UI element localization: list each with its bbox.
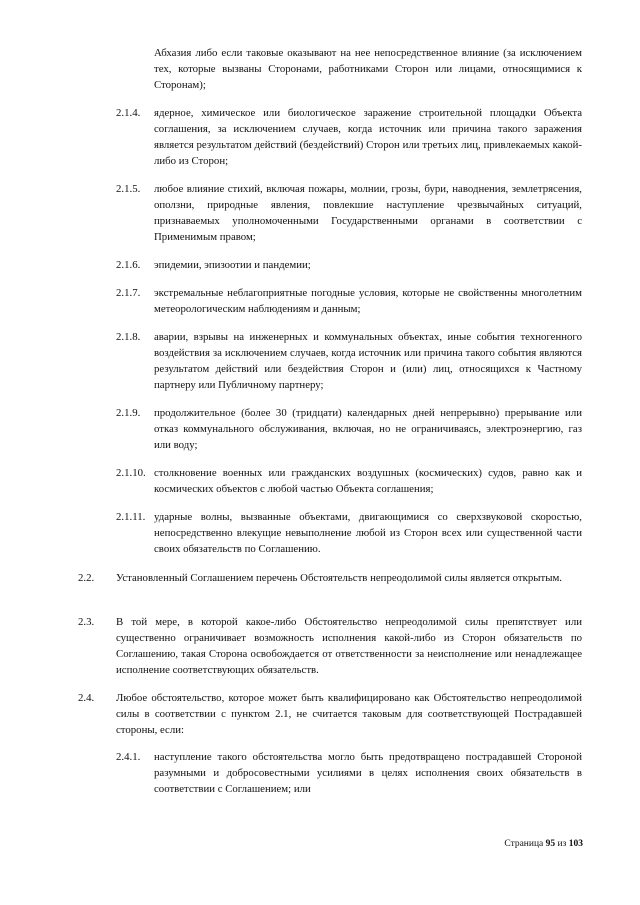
clause-text: продолжительное (более 30 (тридцати) календарных дней непрерывно) прерывание или отказ коммунального обслуживания, включая, но не ограничиваясь, электроэнергию, газ или воду; <box>154 407 582 451</box>
clause-number: 2.1.9. <box>116 407 141 419</box>
clause-2-4-1 <box>116 749 582 797</box>
clause-text: экстремальные неблагоприятные погодные условия, которые не свойственны многолетним метеорологическим наблюдениям и данным; <box>154 287 582 315</box>
clause-text: аварии, взрывы на инженерных и коммунальных объектах, иные события техногенного воздействия за исключением случаев, когда источник или причина такого события являются результатом действий или бездействия Сторон и (или) лиц, относящихся к Частному партнеру или Публичному партнеру; <box>154 331 582 391</box>
clause-2-3 <box>78 614 582 678</box>
clause-text: Абхазия либо если таковые оказывают на нее непосредственное влияние (за исключением тех, которые вызваны Сторонами, работниками Сторон или лицами, относящимися к Сторонам); <box>154 47 582 91</box>
page-number: 95 <box>545 839 556 849</box>
clause-number: 2.1.8. <box>116 331 141 343</box>
clause-text: наступление такого обстоятельства могло быть предотвращено пострадавшей Стороной разумными и добросовестными усилиями в целях исполнения своих обязательств в соответствии с Соглашением; или <box>154 751 582 795</box>
clause-text: В той мере, в которой какое-либо Обстоятельство непреодолимой силы препятствует или существенно ограничивает возможность исполнения какой-либо из Сторон обязательств по Соглашению, такая Сторона освобождается от ответственности за неисполнение или ненадлежащее исполнение соответствующих обязательств. <box>116 616 582 676</box>
clause-2-2 <box>78 570 582 586</box>
clause-2-1-5 <box>116 181 582 245</box>
clause-2-1-8 <box>116 329 582 393</box>
clause-2-1-6 <box>116 257 582 273</box>
clause-2-1-11 <box>116 509 582 557</box>
clause-2-1-9 <box>116 405 582 453</box>
page-footer <box>504 839 583 849</box>
clause-text: ударные волны, вызванные объектами, двигающимися со сверхзвуковой скоростью, непосредственно влекущие невыполнение любой из Сторон всех или существенной части своих обязательств по Соглашению. <box>154 511 582 555</box>
clause-2-1-7 <box>116 285 582 317</box>
clause-text: Любое обстоятельство, которое может быть квалифицировано как Обстоятельство непреодолимой силы в соответствии с пунктом 2.1, не считается таковым для соответствующей Пострадавшей стороны, если: <box>116 692 582 736</box>
clause-number: 2.1.7. <box>116 287 141 299</box>
total-pages: 103 <box>568 839 583 849</box>
clause-number: 2.1.4. <box>116 107 141 119</box>
clause-text: Установленный Соглашением перечень Обстоятельств непреодолимой силы является открытым. <box>116 572 563 584</box>
clause-number: 2.1.5. <box>116 183 141 195</box>
clause-2-1-10 <box>116 465 582 497</box>
clause-text: эпидемии, эпизоотии и пандемии; <box>154 259 311 271</box>
clause-number: 2.1.6. <box>116 259 141 271</box>
clause-number: 2.3. <box>78 616 95 628</box>
clause-number: 2.4. <box>78 692 95 704</box>
clause-text: столкновение военных или гражданских воздушных (космических) судов, равно как и космических объектов с любой частью Объекта соглашения; <box>154 467 582 495</box>
clause-continuation <box>154 45 582 93</box>
clause-number: 2.4.1. <box>116 751 141 763</box>
page-label: Страница <box>504 839 544 849</box>
clause-text: любое влияние стихий, включая пожары, молнии, грозы, бури, наводнения, землетрясения, оползни, природные явления, повлекшие наступление чрезвычайных ситуаций, признаваемых уполномоченными Государственными органами в соответствии с Применимым правом; <box>154 183 582 243</box>
clause-number: 2.1.11. <box>116 511 146 523</box>
clause-2-4 <box>78 690 582 738</box>
clause-text: ядерное, химическое или биологическое заражение строительной площадки Объекта соглашения, за исключением случаев, когда источник или причина такого заражения является результатом действий (бездействий) Сторон или третьих лиц, привлекаемых какой-либо из Сторон; <box>154 107 582 167</box>
clause-2-1-4 <box>116 105 582 169</box>
clause-number: 2.1.10. <box>116 467 146 479</box>
clause-number: 2.2. <box>78 572 95 584</box>
of-label: из <box>557 839 567 849</box>
